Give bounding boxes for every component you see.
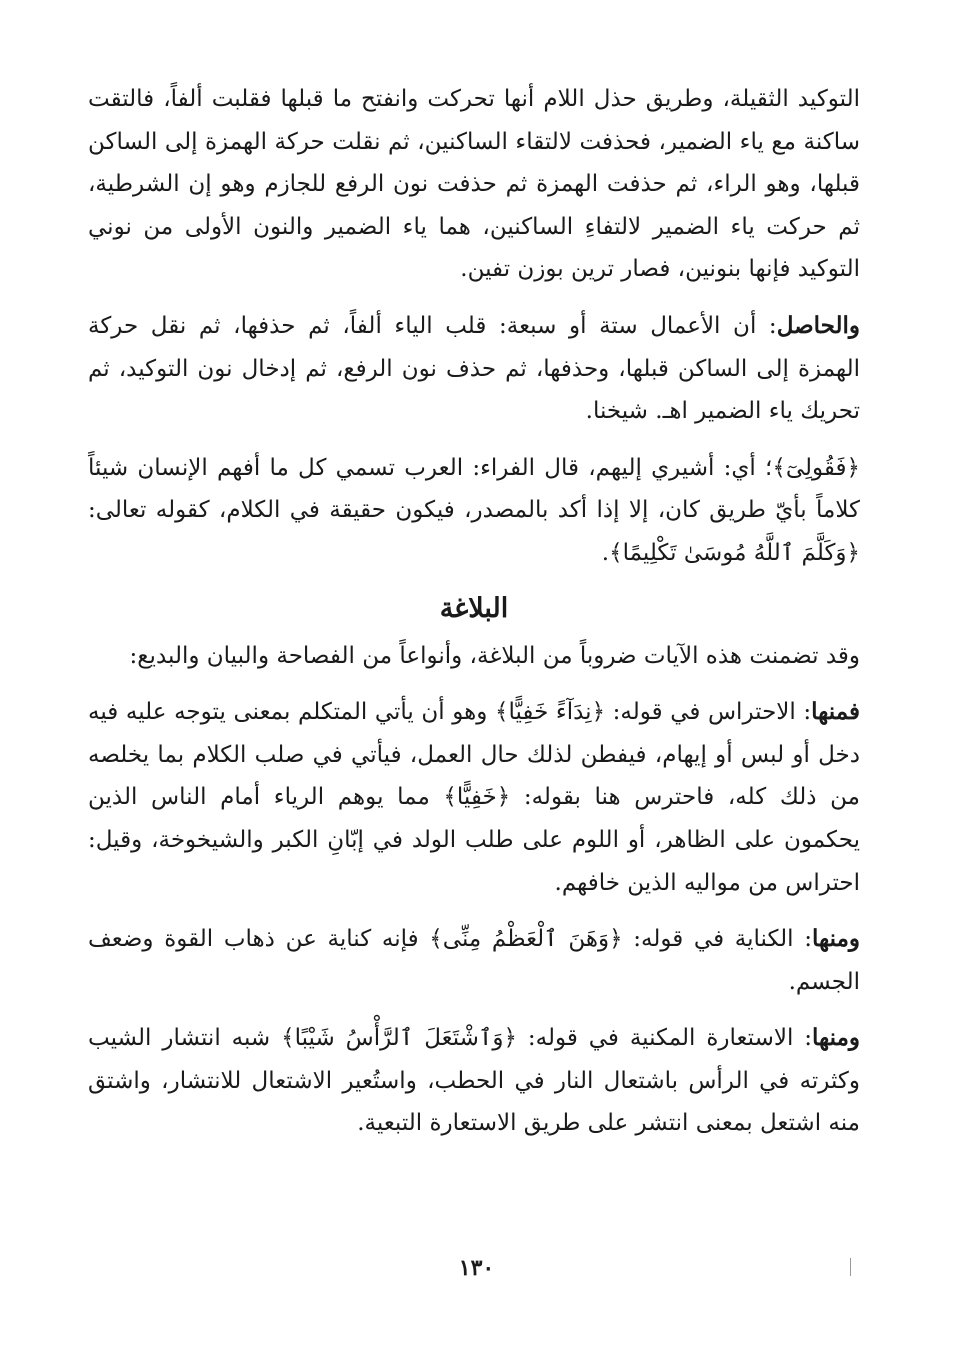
- page-body: [88, 78, 860, 1159]
- paragraph: [88, 691, 860, 904]
- paragraph-text: التوكيد الثقيلة، وطريق حذل اللام أنها تحركت وانفتح ما قبلها فقلبت ألفاً، فالتقت ساكنة مع ياء الضمير، فحذفت لالتقاء الساكنين، ثم نقلت حركة الهمزة إلى الساكن قبلها، وهو الراء، ثم حذفت الهمزة ثم حذفت نون الرفع للجازم وهو إن الشرطية، ثم حركت ياء الضمير لالتفاءِ الساكنين، هما ياء الضمير والنون الأولى من نوني التوكيد فإنها بنونين، فصار ترين بوزن تفين.: [88, 86, 860, 283]
- paragraph-text: : أن الأعمال ستة أو سبعة: قلب الياء ألفاً، ثم حذفها، ثم نقل حركة الهمزة إلى الساكن قبلها، وحذفها، ثم حذف نون الرفع، ثم إدخال نون التوكيد، ثم تحريك ياء الضمير اهـ. شيخنا.: [88, 312, 860, 425]
- paragraph-text: ﴿فَقُولِىٓ﴾؛ أي: أشيري إليهم، قال الفراء: العرب تسمي كل ما أفهم الإنسان شيئاً كلاماً بأيّ طريق كان، إلا إذا أكد بالمصدر، فيكون حقيقة في الكلام، كقوله تعالى: ﴿وَكَلَّمَ ٱللَّهُ مُوسَىٰ تَكْلِيمًا﴾.: [88, 454, 860, 566]
- paragraph-text: : الاستعارة المكنية في قوله: ﴿وَٱشْتَعَلَ ٱلرَّأْسُ شَيْبًا﴾ شبه انتشار الشيب وكثرته في الرأس باشتعال النار في الحطب، واستُعير الاشتعال للانتشار، واشتق منه اشتعل بمعنى انتشر على طريق الاستعارة التبعية.: [88, 1025, 860, 1137]
- paragraph-lead: ومنها: [812, 925, 860, 953]
- page-number: ١٣٠: [458, 1255, 495, 1281]
- section-heading: البلاغة: [439, 592, 509, 624]
- paragraph-text: وقد تضمنت هذه الآيات ضروباً من البلاغة، وأنواعاً من الفصاحة والبيان والبديع:: [129, 642, 860, 669]
- paragraph-lead: والحاصل: [776, 311, 860, 339]
- paragraph: [88, 305, 860, 433]
- paragraph: [88, 447, 860, 575]
- paragraph-text: : الاحتراس في قوله: ﴿نِدَآءً خَفِيًّا﴾ وهو أن يأتي المتكلم بمعنى يتوجه عليه فيه دخل أو لبس أو إيهام، فيفطن لذلك حال العمل، فيأتي في صلب الكلام بما يخلصه من ذلك كله، فاحترس هنا بقوله: ﴿خَفِيًّا﴾ مما يوهم الرياء أمام الناس الذين يحكمون على الظاهر، أو اللوم على طلب الولد في إبّانِ الكبر والشيخوخة، وقيل: احتراس من مواليه الذين خافهم.: [88, 699, 860, 896]
- paragraph: [88, 78, 860, 291]
- paragraph: [88, 918, 860, 1003]
- paragraph-lead: فمنها: [811, 698, 860, 726]
- paragraph-text: : الكناية في قوله: ﴿وَهَنَ ٱلْعَظْمُ مِنِّى﴾ فإنه كناية عن ذهاب القوة وضعف الجسم.: [88, 926, 860, 995]
- paragraph-lead: ومنها: [812, 1024, 860, 1052]
- paragraph: [88, 1017, 860, 1145]
- paragraph: [88, 635, 860, 678]
- margin-mark: [850, 1258, 851, 1276]
